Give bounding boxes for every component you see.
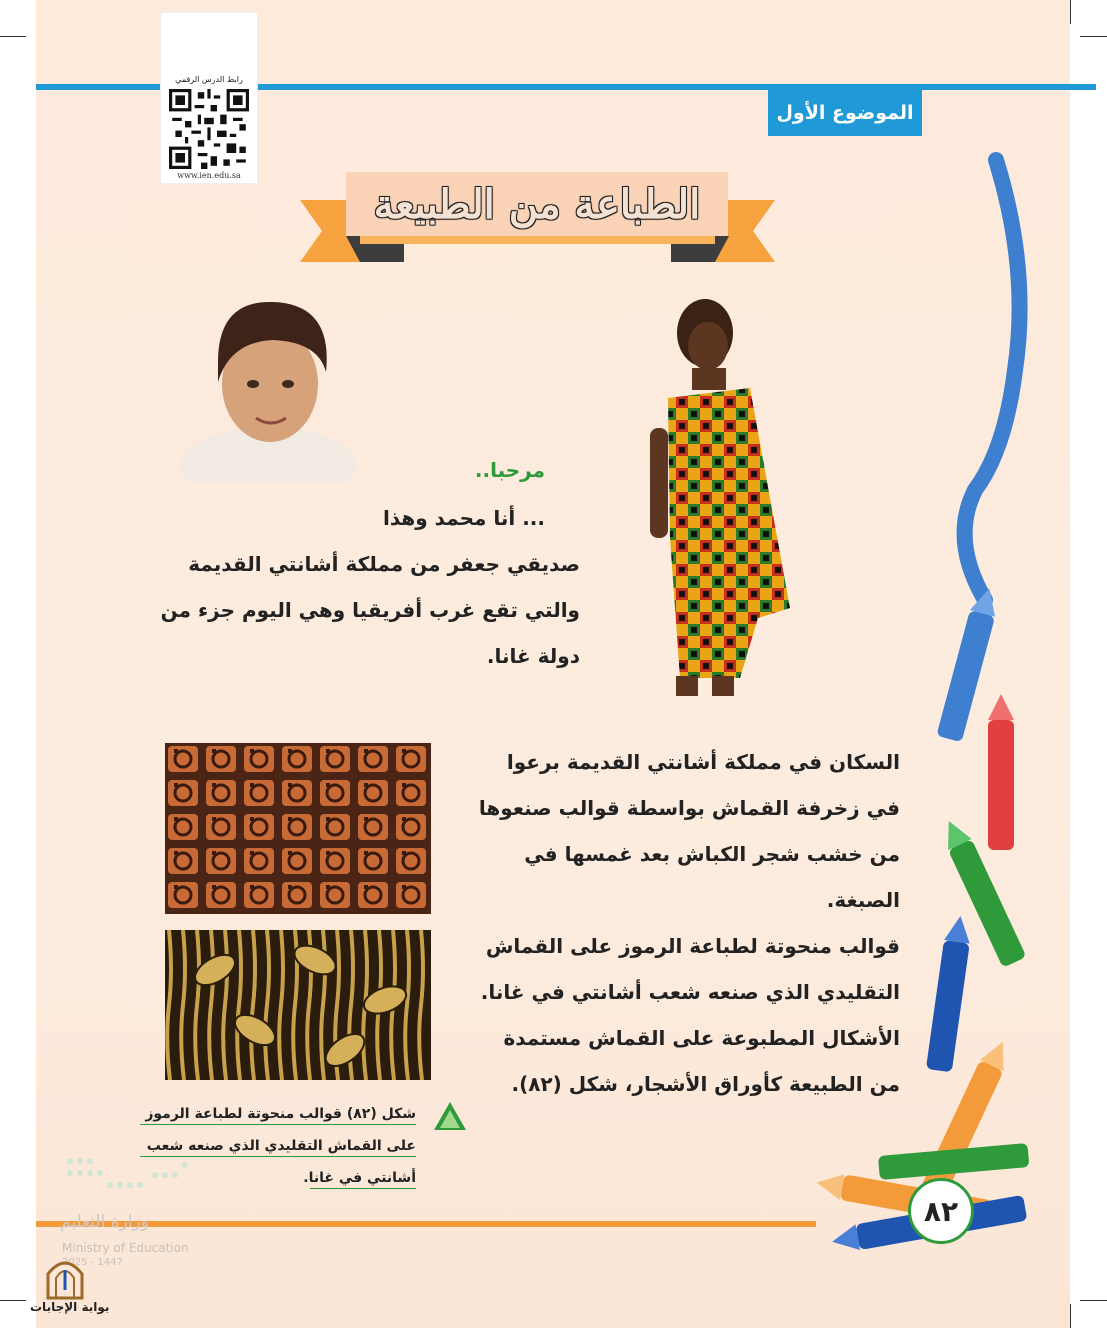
ministry-logo-dots [60, 1155, 200, 1205]
intro-line: ... أنا محمد وهذا [382, 506, 545, 530]
body-line: التقليدي الذي صنعه شعب أشانتي في غانا. [480, 980, 900, 1004]
crop-mark [1080, 36, 1107, 37]
greeting-text: مرحبا.. [474, 458, 545, 482]
ministry-name-ar: وزارة التعليم [60, 1212, 149, 1232]
body-line: الأشكال المطبوعة على القماش مستمدة [503, 1026, 900, 1050]
title-ribbon [300, 170, 775, 270]
ministry-name-en: Ministry of Education [62, 1241, 189, 1255]
body-line: في زخرفة القماش بواسطة قوالب صنعوها [478, 796, 900, 820]
qr-block[interactable] [160, 12, 258, 184]
intro-line: دولة غانا. [486, 644, 580, 668]
girl-kente-photo [640, 288, 798, 708]
page-title: الطباعة من الطبيعة [346, 172, 728, 236]
carved-stamps-photo [165, 743, 431, 914]
topic-tab: الموضوع الأول [768, 90, 922, 136]
crop-mark [1070, 0, 1071, 24]
figure-caption-line: على القماش التقليدي الذي صنعه شعب [140, 1138, 416, 1157]
body-line: من خشب شجر الكباش بعد غمسها في [524, 842, 900, 866]
intro-line: والتي تقع غرب أفريقيا وهي اليوم جزء من [160, 598, 580, 622]
figure-caption-line: شكل (٨٢) قوالب منحوتة لطباعة الرموز [140, 1106, 416, 1125]
body-line: السكان في مملكة أشانتي القديمة برعوا [506, 750, 900, 774]
site-label[interactable]: بوابة الإجابات [30, 1300, 110, 1314]
body-line: قوالب منحوتة لطباعة الرموز على القماش [485, 934, 900, 958]
page-number: ٨٢ [908, 1178, 974, 1244]
intro-line: صديقي جعفر من مملكة أشانتي القديمة [188, 552, 580, 576]
crop-mark [0, 1300, 26, 1301]
qr-url[interactable]: www.ien.edu.sa [177, 171, 241, 180]
leaf-fabric-photo [165, 930, 431, 1080]
boy-portrait [178, 292, 358, 482]
body-line: من الطبيعة كأوراق الأشجار، شكل (٨٢). [511, 1072, 900, 1096]
crop-mark [1080, 1300, 1107, 1301]
figure-caption-line: أشانتي في غانا. [310, 1170, 416, 1189]
edition-year: 2025 - 1447 [62, 1257, 123, 1268]
body-line: الصبغة. [826, 888, 900, 912]
crayons-decoration [780, 150, 1070, 1260]
qr-caption: رابط الدرس الرقمي [175, 75, 243, 84]
footer-rule [36, 1221, 816, 1227]
qr-code-icon[interactable] [169, 89, 249, 169]
crop-mark [0, 36, 26, 37]
crop-mark [1070, 1304, 1071, 1328]
site-logo-icon[interactable] [44, 1256, 86, 1300]
caption-triangle-icon [432, 1100, 468, 1132]
